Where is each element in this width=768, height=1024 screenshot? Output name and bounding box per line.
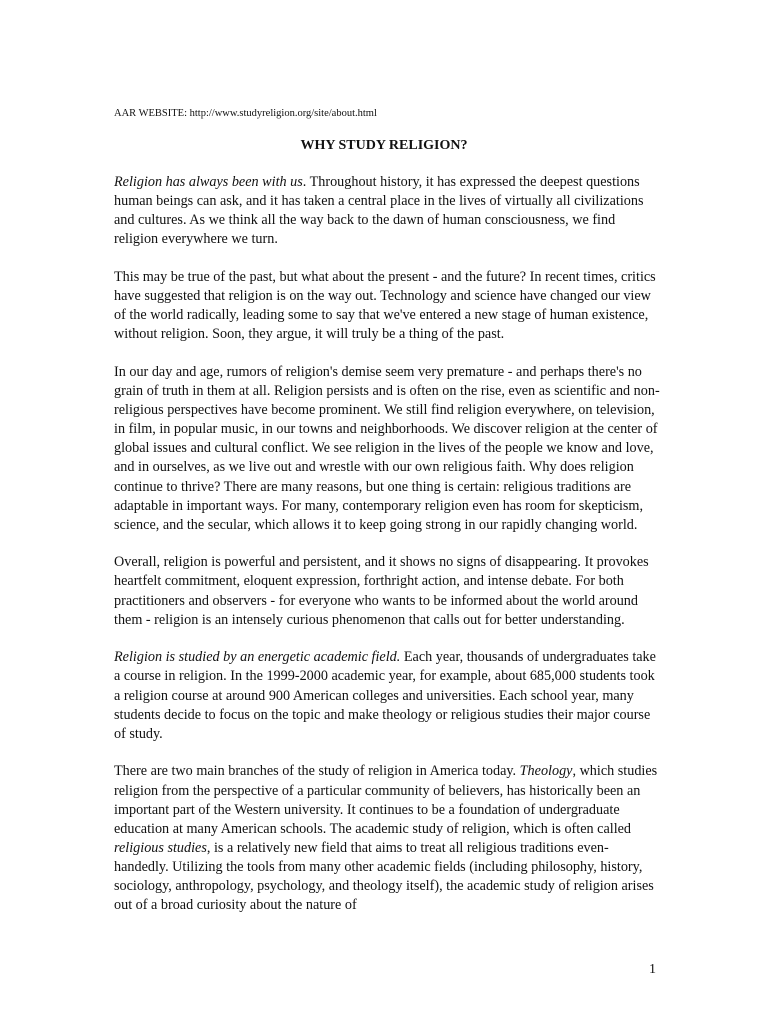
paragraph-text: There are two main branches of the study of religion in America today.	[114, 763, 520, 780]
italic-term-theology: Theology	[519, 763, 573, 780]
paragraph-3	[114, 363, 662, 535]
source-header: AAR WEBSITE: http://www.studyreligion.org/site/about.html	[114, 108, 377, 119]
italic-lead: Religion has always been with us	[114, 174, 303, 190]
paragraph-5	[114, 648, 662, 743]
paragraph-6	[114, 762, 662, 915]
paragraph-text: , is a relatively new field that aims to treat all religious traditions even-handedly. Utilizing the tools from many other academic fields (including philosophy, history, sociology, anthropology, psychology, and theology itself), the academic study of religion arises out of a broad curiosity about the nature of	[114, 839, 654, 914]
page-number: 1	[649, 962, 656, 977]
document-body	[114, 173, 662, 934]
paragraph-text: In our day and age, rumors of religion's demise seem very premature - and perhaps there's no grain of truth in them at all. Religion persists and is often on the rise, even as scientific and non-religious perspectives have become prominent. We still find religion everywhere, on television, in film, in popular music, in our towns and neighborhoods. We discover religion at the center of global issues and cultural conflict. We see religion in the lives of the people we know and love, and in ourselves, as we live out and wrestle with our own religious faith. Why does religion continue to thrive? There are many reasons, but one thing is certain: religious traditions are adaptable in important ways. For many, contemporary religion even has room for skepticism, science, and the secular, which allows it to keep going strong in our rapidly changing world.	[114, 363, 660, 533]
paragraph-4	[114, 553, 662, 629]
paragraph-text: Overall, religion is powerful and persistent, and it shows no signs of disappearing. It provokes heartfelt commitment, eloquent expression, forthright action, and intense debate. For both practitioners and observers - for everyone who wants to be informed about the world around them - religion is an intensely curious phenomenon that calls out for better understanding.	[114, 554, 649, 628]
paragraph-text: Each year, thousands of undergraduates take a course in religion. In the 1999-2000 academic year, for example, about 685,000 students took a religion course at around 900 American colleges and universities. Each school year, many students decide to focus on the topic and make theology or religious studies their major course of study.	[114, 649, 656, 742]
paragraph-text: This may be true of the past, but what about the present - and the future? In recent times, critics have suggested that religion is on the way out. Technology and science have changed our view of the world radically, leading some to say that we've entered a new stage of human existence, without religion. Soon, they argue, it will truly be a thing of the past.	[114, 268, 656, 343]
paragraph-2	[114, 268, 662, 344]
italic-lead: Religion is studied by an energetic academic field.	[114, 649, 401, 666]
paragraph-text: . Throughout history, it has expressed the deepest questions human beings can ask, and it has taken a central place in the lives of virtually all civilizations and cultures. As we think all the way back to the dawn of human consciousness, we find religion everywhere we turn.	[114, 174, 644, 248]
paragraph-1	[114, 173, 662, 249]
italic-term-religious-studies: religious studies	[114, 839, 207, 856]
page-title: WHY STUDY RELIGION?	[300, 138, 468, 153]
paragraph-text: , which studies religion from the perspective of a particular community of believers, has historically been an important part of the Western university. It continues to be a foundation of undergraduate education at many American schools. The academic study of religion, which is often called	[114, 763, 658, 837]
